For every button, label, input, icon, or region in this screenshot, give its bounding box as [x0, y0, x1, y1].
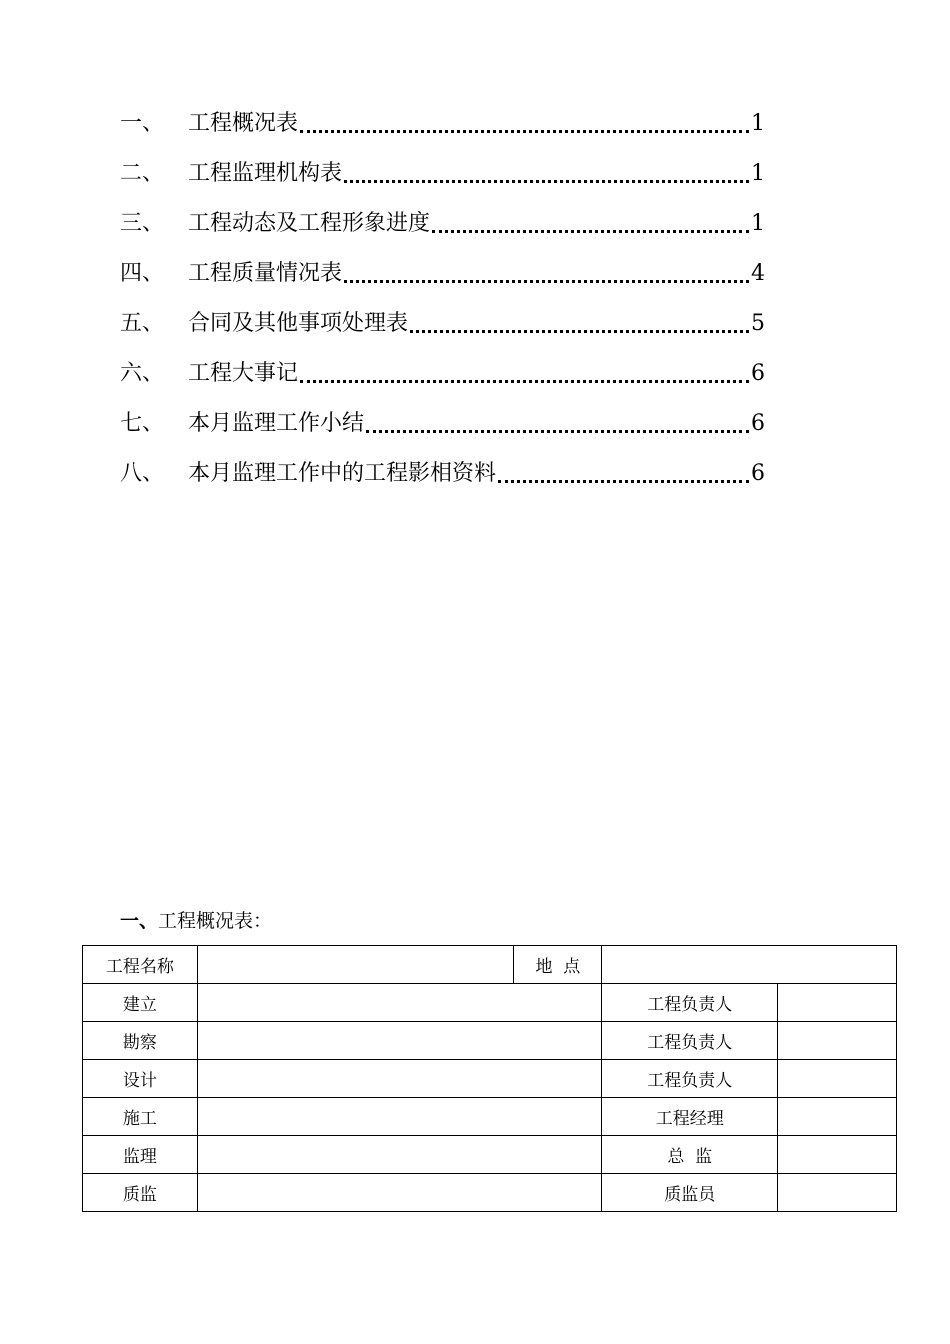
project-name-value[interactable]: [197, 946, 514, 984]
toc-entry[interactable]: [120, 104, 765, 154]
table-row: [83, 1136, 897, 1174]
toc-entry-page: 1: [751, 211, 765, 236]
toc-leader-dots: [344, 279, 749, 283]
toc-entry-title: 工程大事记: [188, 361, 299, 386]
role-label: 工程经理: [602, 1098, 778, 1136]
toc-entry[interactable]: [120, 204, 765, 254]
unit-value[interactable]: [197, 1098, 601, 1136]
unit-value[interactable]: [197, 1174, 601, 1212]
toc-entry-title: 工程概况表: [188, 111, 299, 136]
table-row: [83, 946, 897, 984]
role-value[interactable]: [778, 1174, 897, 1212]
toc-entry-page: 1: [751, 161, 765, 186]
unit-value[interactable]: [197, 1136, 601, 1174]
toc-entry-title: 工程动态及工程形象进度: [188, 211, 431, 236]
table-row: [83, 984, 897, 1022]
toc-entry-number: 六、: [120, 361, 165, 386]
table-row: [83, 1098, 897, 1136]
toc-leader-dots: [366, 429, 749, 433]
role-label: 总 监: [602, 1136, 778, 1174]
toc-entry-page: 5: [751, 311, 765, 336]
project-overview-table: [82, 945, 897, 1212]
unit-label: 建立: [83, 984, 198, 1022]
section-heading: [120, 906, 272, 933]
unit-label: 监理: [83, 1136, 198, 1174]
toc-entry-page: 1: [751, 111, 765, 136]
toc-entry-number: 四、: [120, 261, 165, 286]
toc-entry-title: 本月监理工作中的工程影相资料: [188, 461, 497, 486]
toc-leader-dots: [300, 379, 749, 383]
role-label: 质监员: [602, 1174, 778, 1212]
table-row: [83, 1060, 897, 1098]
section-heading-number: 一、: [120, 910, 159, 932]
section-heading-title: 工程概况表：: [158, 910, 273, 932]
toc-entry[interactable]: [120, 454, 765, 504]
role-label: 工程负责人: [602, 1060, 778, 1098]
unit-value[interactable]: [197, 1022, 601, 1060]
role-value[interactable]: [778, 984, 897, 1022]
toc-entry-title: 合同及其他事项处理表: [188, 311, 409, 336]
role-value[interactable]: [778, 1136, 897, 1174]
toc-entry-page: 6: [751, 411, 765, 436]
table-row: [83, 1022, 897, 1060]
role-value[interactable]: [778, 1098, 897, 1136]
location-value[interactable]: [602, 946, 897, 984]
role-label: 工程负责人: [602, 1022, 778, 1060]
toc-entry-title: 本月监理工作小结: [188, 411, 365, 436]
unit-label: 施工: [83, 1098, 198, 1136]
toc-entry[interactable]: [120, 254, 765, 304]
toc-entry-page: 4: [751, 261, 765, 286]
table-row: [83, 1174, 897, 1212]
toc-leader-dots: [300, 129, 749, 133]
toc-leader-dots: [410, 329, 749, 333]
toc-entry-page: 6: [751, 461, 765, 486]
table-of-contents: [120, 104, 765, 504]
unit-label: 设计: [83, 1060, 198, 1098]
toc-entry[interactable]: [120, 304, 765, 354]
toc-entry-title: 工程监理机构表: [188, 161, 343, 186]
location-label: 地 点: [514, 946, 602, 984]
toc-entry[interactable]: [120, 154, 765, 204]
unit-value[interactable]: [197, 984, 601, 1022]
unit-label: 质监: [83, 1174, 198, 1212]
toc-entry-title: 工程质量情况表: [188, 261, 343, 286]
role-value[interactable]: [778, 1022, 897, 1060]
toc-entry-number: 七、: [120, 411, 165, 436]
role-label: 工程负责人: [602, 984, 778, 1022]
toc-entry-number: 三、: [120, 211, 165, 236]
toc-entry-page: 6: [751, 361, 765, 386]
role-value[interactable]: [778, 1060, 897, 1098]
toc-entry-number: 五、: [120, 311, 165, 336]
toc-leader-dots: [344, 179, 749, 183]
toc-entry-number: 二、: [120, 161, 165, 186]
toc-leader-dots: [498, 479, 749, 483]
project-name-label: 工程名称: [83, 946, 198, 984]
toc-entry[interactable]: [120, 354, 765, 404]
toc-entry[interactable]: [120, 404, 765, 454]
unit-label: 勘察: [83, 1022, 198, 1060]
toc-entry-number: 一、: [120, 111, 165, 136]
toc-leader-dots: [432, 229, 749, 233]
unit-value[interactable]: [197, 1060, 601, 1098]
toc-entry-number: 八、: [120, 461, 165, 486]
